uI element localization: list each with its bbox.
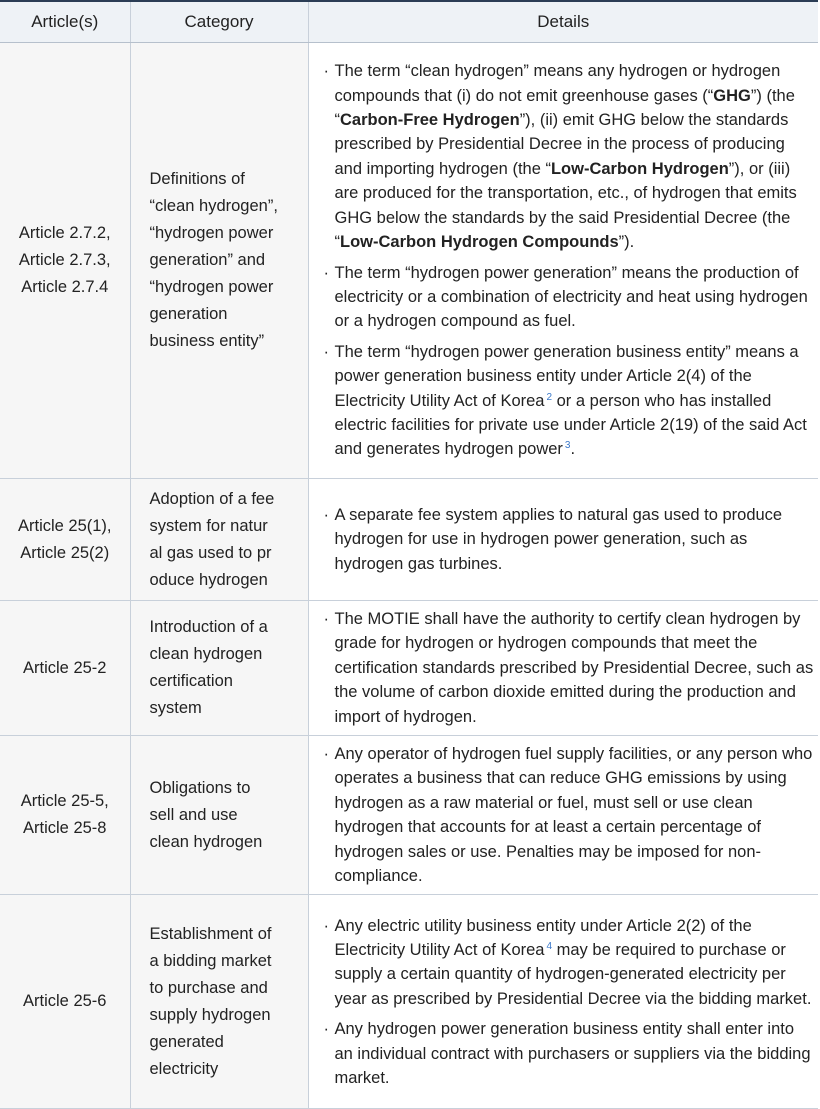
details-cell (308, 43, 818, 479)
category-line: Establishment of (149, 924, 272, 943)
bullet-mark: · (323, 916, 329, 935)
details-cell (308, 895, 818, 1109)
category-line: “hydrogen power (149, 278, 274, 296)
article-ref: Article 2.7.2, (18, 224, 111, 242)
category-line: business entity” (149, 332, 265, 350)
article-ref: Article 25(2) (20, 543, 110, 562)
category-line: supply hydrogen (149, 1005, 271, 1024)
details-cell (308, 736, 818, 895)
category-line: generated (149, 1032, 224, 1051)
detail-item: · The term “hydrogen power generation business entity” means a power generation business entity under Article 2(4) of the Electricity Utility Act of Korea $^2$ or a person who has installed electric facilities for private use under Article 2(19) of the said Act and generates hydrogen power $^3$. (335, 340, 815, 462)
defined-term: GHG (713, 86, 751, 105)
detail-item: · A separate fee system applies to natural gas used to produce hydrogen for use in hydrogen power generation, such as hydrogen gas turbines. (335, 503, 815, 576)
details-cell (308, 479, 818, 601)
category-line: generation (149, 305, 228, 323)
category-line: generation” and (149, 251, 266, 269)
article-ref: Article 25(1), (17, 516, 112, 535)
header-details: Details (308, 1, 818, 43)
category-line: sell and use (149, 805, 238, 824)
header-row (0, 1, 818, 43)
header-articles: Article(s) (0, 1, 130, 43)
bullet-mark: · (323, 1020, 329, 1039)
category-line: clean hydrogen (149, 645, 263, 664)
articles-cell (0, 43, 130, 479)
article-ref: Article 25-8 (23, 819, 107, 838)
article-ref: Article 2.7.3, (18, 251, 111, 269)
table-row (0, 736, 818, 895)
category-line: “clean hydrogen”, (149, 197, 278, 215)
header-category: Category (130, 1, 308, 43)
category-line: Adoption of a fee (149, 489, 275, 508)
table-row (0, 895, 818, 1109)
articles-cell (0, 479, 130, 601)
bullet-mark: · (323, 610, 329, 628)
category-line: clean hydrogen (149, 832, 263, 851)
category-line: to purchase and (149, 978, 268, 997)
category-line: certification (149, 672, 233, 691)
category-cell (130, 43, 308, 479)
category-line: al gas used to pr (149, 543, 272, 562)
category-cell (130, 736, 308, 895)
detail-item: · Any hydrogen power generation business entity shall enter into an individual contract with purchasers or suppliers via the bidding market. (335, 1017, 815, 1090)
bullet-mark: · (323, 745, 329, 764)
category-line: electricity (149, 1059, 219, 1078)
footnote-ref[interactable]: 3 (564, 440, 571, 452)
detail-item: · Any operator of hydrogen fuel supply facilities, or any person who operates a business that can reduce GHG emissions by using hydrogen as a raw material or fuel, must sell or use clean hydrogen that accounts for at least a certain percentage of hydrogen sales or use. Penalties may be imposed for non-compliance. (335, 742, 815, 888)
bullet-mark: · (323, 505, 329, 524)
article-ref: Article 25-6 (23, 992, 107, 1011)
footnote-ref[interactable]: 4 (546, 940, 553, 952)
detail-item: · The term “hydrogen power generation” means the production of electricity or a combination of electricity and heat using hydrogen or a hydrogen compound as fuel. (335, 261, 815, 334)
category-line: a bidding market (149, 951, 272, 970)
detail-item: · The MOTIE shall have the authority to certify clean hydrogen by grade for hydrogen or hydrogen compounds that meet the certification standards prescribed by Presidential Decree, such as the volume of carbon dioxide emitted during the production and import of hydrogen. (335, 607, 815, 729)
table-row (0, 43, 818, 479)
defined-term: Low-Carbon Hydrogen (550, 159, 729, 178)
category-cell (130, 895, 308, 1109)
bullet-mark: · (323, 342, 329, 361)
defined-term: Carbon-Free Hydrogen (340, 111, 520, 130)
category-cell (130, 479, 308, 601)
category-cell (130, 601, 308, 736)
articles-cell (0, 736, 130, 895)
bullet-mark: · (323, 62, 329, 81)
category-line: Definitions of (149, 170, 245, 188)
articles-cell (0, 895, 130, 1109)
category-line: Obligations to (149, 778, 251, 797)
articles-cell (0, 601, 130, 736)
category-line: oduce hydrogen (149, 570, 268, 589)
details-cell (308, 601, 818, 736)
detail-item: · The term “clean hydrogen” means any hydrogen or hydrogen compounds that (i) do not emit greenhouse gases (“GHG”) (the “Carbon-Free Hydrogen”), (ii) emit GHG below the standards prescribed by Presidential Decree in the process of producing and importing hydrogen (the “Low-Carbon Hydrogen”), or (iii) are produced for the transportation, etc., of hydrogen that emits GHG below the standards by the said Presidential Decree (the “Low-Carbon Hydrogen Compounds”). (335, 59, 815, 254)
article-ref: Article 25-2 (23, 658, 107, 677)
footnote-ref[interactable]: 2 (546, 391, 553, 403)
category-line: “hydrogen power (149, 224, 274, 242)
category-line: Introduction of a (149, 618, 268, 637)
table-row (0, 601, 818, 736)
bullet-mark: · (323, 263, 329, 282)
table-row (0, 479, 818, 601)
article-ref: Article 25-5, (20, 792, 109, 811)
defined-term: Low-Carbon Hydrogen Compounds (340, 233, 619, 252)
detail-item: · Any electric utility business entity under Article 2(2) of the Electricity Utility Act of Korea $^4$ may be required to purchase or supply a certain quantity of hydrogen-generated electricity per year as prescribed by Presidential Decree via the bidding market. (335, 914, 815, 1012)
category-line: system for natur (149, 516, 268, 535)
article-ref: Article 2.7.4 (21, 278, 109, 296)
category-line: system (149, 699, 202, 718)
